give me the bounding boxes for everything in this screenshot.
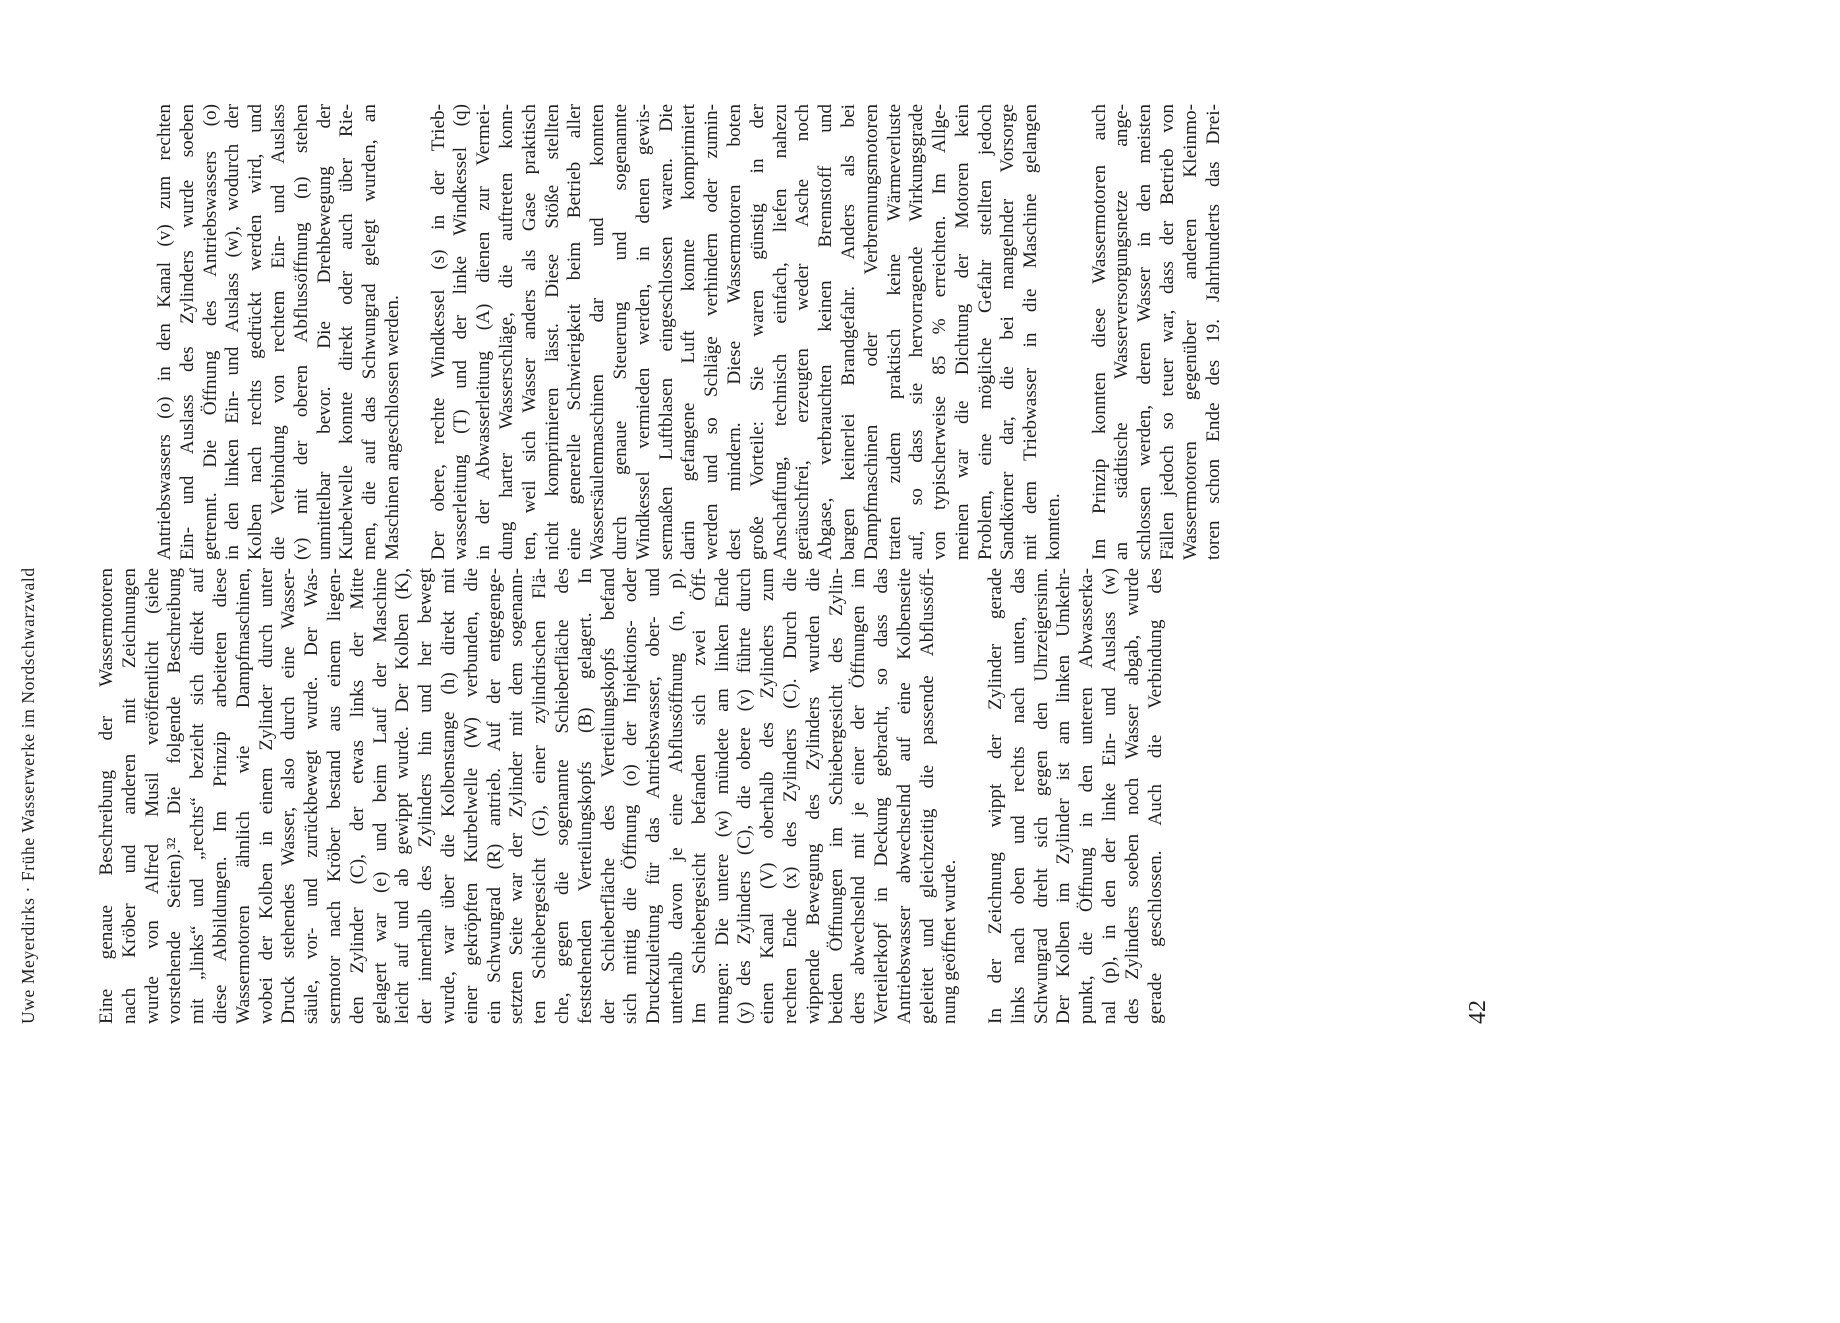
text-line: punkt, die Öffnung in den unteren Abwasserka- [1076, 568, 1098, 1024]
text-line: große Vorteile: Sie waren günstig in der [746, 104, 768, 560]
text-line: Im Prinzip konnten diese Wassermotoren auch [1088, 104, 1110, 560]
text-line: die Verbindung von rechtem Ein- und Auslass [267, 104, 289, 560]
text-line: Anschaffung, technisch einfach, liefen nahezu [769, 104, 791, 560]
running-head: Uwe Meyerdirks · Frühe Wasserwerke im Nordschwarzwald [18, 567, 38, 1024]
text-line: Druck stehendes Wasser, also durch eine Wasser- [278, 568, 300, 1024]
text-line: diese Abbildungen. Im Prinzip arbeiteten diese [209, 568, 231, 1024]
text-line: In der Zeichnung wippt der Zylinder gerade [985, 568, 1007, 1024]
text-line: (v) mit der oberen Abflussöffnung (n) stehen [290, 104, 312, 560]
text-line: Problem, eine mögliche Gefahr stellten jedoch [974, 104, 996, 560]
text-line: Antriebswassers (o) in den Kanal (v) zum rechten [154, 104, 175, 560]
text-line: vorstehende Seiten).³² Die folgende Beschreibung [164, 568, 186, 1024]
text-line: Schwungrad dreht sich gegen den Uhrzeigersinn. [1030, 568, 1052, 1024]
text-line: unmittelbar bevor. Die Drehbewegung der [313, 104, 335, 560]
text-line: Antriebswasser abwechselnd auf eine Kolbenseite [893, 568, 915, 1024]
text-line: gerade geschlossen. Auch die Verbindung des [1144, 568, 1166, 1024]
text-line: in der Abwasserleitung (A) dienen zur Vermei- [473, 104, 495, 560]
text-line: von typischerweise 85 % erreichten. Im Allge- [929, 104, 951, 560]
text-line: nicht komprimieren lässt. Diese Stöße stellten [541, 104, 563, 560]
text-line: toren schon Ende des 19. Jahrhunderts das Drei- [1202, 104, 1224, 560]
text-line: Eine genaue Beschreibung der Wassermotoren [96, 568, 117, 1024]
text-line: ten, weil sich Wasser anders als Gase praktisch [518, 104, 540, 560]
text-line: sich mittig die Öffnung (o) der Injektions- oder [620, 568, 642, 1024]
text-line: den Zylinder (C), der etwas links der Mitte [346, 568, 368, 1024]
paragraph [154, 104, 405, 560]
text-line: Abgase, verbrauchten keinen Brennstoff und [815, 104, 837, 560]
text-line: unterhalb davon je eine Abflussöffnung (n, p). [665, 568, 687, 1024]
text-line: rechten Ende (x) des Zylinders (C). Durch die [779, 568, 801, 1024]
text-line: dest mindern. Diese Wassermotoren boten [723, 104, 745, 560]
text-line: men, die auf das Schwungrad gelegt wurden, an [359, 104, 381, 560]
text-line: bargen keinerlei Brandgefahr. Anders als bei [837, 104, 859, 560]
text-line: wasserleitung (T) und der linke Windkessel (q) [450, 104, 472, 560]
text-line: Maschinen angeschlossen werden. [381, 295, 403, 560]
paragraph-gap [962, 568, 985, 1024]
paragraph-gap [405, 104, 428, 560]
text-line: mit dem Triebwasser in die Maschine gelangen [1020, 104, 1042, 560]
text-line: schlossen werden, deren Wasser in den meisten [1134, 104, 1156, 560]
text-line: konnten. [1043, 493, 1065, 560]
text-line: links nach oben und rechts nach unten, das [1007, 568, 1029, 1024]
text-line: des Zylinders soeben noch Wasser abgab, wurde [1121, 568, 1143, 1024]
text-line: Im Schiebergesicht befanden sich zwei Öff- [688, 568, 710, 1024]
text-line: wippende Bewegung des Zylinders wurden die [802, 568, 824, 1024]
paragraph-gap [1066, 104, 1089, 560]
text-line: nach Kröber und anderen mit Zeichnungen [118, 568, 140, 1024]
text-column-right [154, 104, 1225, 560]
text-column-left [96, 568, 1167, 1024]
text-line: einen Kanal (V) oberhalb des Zylinders zum [757, 568, 779, 1024]
text-line: meinen war die Dichtung der Motoren kein [951, 104, 973, 560]
text-line: geleitet und gleichzeitig die passende Abflussöff- [916, 568, 938, 1024]
text-line: Dampfmaschinen oder Verbrennungsmotoren [860, 104, 882, 560]
text-line: Kolben nach rechts gedrückt werden wird, und [245, 104, 267, 560]
text-line: ein Schwungrad (R) antrieb. Auf der entgegenge- [483, 568, 505, 1024]
text-line: Sandkörner dar, die bei mangelnder Vorsorge [997, 104, 1019, 560]
text-line: säule, vor- und zurückbewegt wurde. Der Was- [301, 568, 323, 1024]
text-line: nal (p), in den der linke Ein- und Auslass (w) [1099, 568, 1121, 1024]
text-line: nung geöffnet wurde. [939, 859, 961, 1024]
paragraph [1089, 104, 1226, 560]
text-line: der innerhalb des Zylinders hin und her bewegt [415, 568, 437, 1024]
text-line: wobei der Kolben in einem Zylinder durch unter [255, 568, 277, 1024]
text-line: ders abwechselnd mit je einer der Öffnungen im [848, 568, 870, 1024]
text-line: traten zudem praktisch keine Wärmeverluste [883, 104, 905, 560]
text-line: che, gegen die sogenannte Schieberfläche des [551, 568, 573, 1024]
text-line: durch genaue Steuerung und sogenannte [609, 104, 631, 560]
paragraph [96, 568, 962, 1024]
text-line: einer gekröpften Kurbelwelle (W) verbunden, die [460, 568, 482, 1024]
text-line: Wassermotoren gegenüber anderen Kleinmo- [1179, 104, 1201, 560]
text-line: gelagert war (e) und beim Lauf der Maschine [369, 568, 391, 1024]
text-line: eine generelle Schwierigkeit beim Betrieb aller [564, 104, 586, 560]
paragraph [428, 104, 1066, 560]
text-line: wurde, war über die Kolbenstange (h) direkt mit [437, 568, 459, 1024]
text-line: Fällen jedoch so teuer war, dass der Betrieb von [1157, 104, 1179, 560]
text-line: setzten Seite war der Zylinder mit dem sogenann- [506, 568, 528, 1024]
text-line: Ein- und Auslass des Zylinders wurde soeben [176, 104, 198, 560]
text-line: Druckzuleitung für das Antriebswasser, ober- und [643, 568, 665, 1024]
text-line: wurde von Alfred Musil veröffentlicht (siehe [141, 568, 163, 1024]
text-line: getrennt. Die Öffnung des Antriebswassers (o) [199, 104, 221, 560]
text-line: der Schieberfläche des Verteilungskopfs befand [597, 568, 619, 1024]
text-line: Der obere, rechte Windkessel (s) in der Trieb- [427, 104, 449, 560]
text-line: nungen: Die untere (w) mündete am linken Ende [711, 568, 733, 1024]
text-line: Wassermotoren ähnlich wie Dampfmaschinen, [232, 568, 254, 1024]
text-line: ten Schiebergesicht (G), einer zylindrischen Flä- [529, 568, 551, 1024]
text-line: Der Kolben im Zylinder ist am linken Umkehr- [1053, 568, 1075, 1024]
text-line: werden und so Schläge verhindern oder zumin- [701, 104, 723, 560]
page-number: 42 [1465, 1000, 1491, 1024]
text-line: (y) des Zylinders (C), die obere (v) führte durch [734, 568, 756, 1024]
text-line: beiden Öffnungen im Schiebergesicht des Zylin- [825, 568, 847, 1024]
text-line: Verteilerkopf in Deckung gebracht, so dass das [871, 568, 893, 1024]
text-line: leicht auf und ab gewippt wurde. Der Kolben (K), [392, 568, 414, 1024]
text-line: geräuschfrei, erzeugten weder Asche noch [792, 104, 814, 560]
paragraph [985, 568, 1167, 1024]
text-line: dung harter Wasserschläge, die auftreten konn- [495, 104, 517, 560]
text-line: Wassersäulenmaschinen dar und konnten [587, 104, 609, 560]
text-line: sermotor nach Kröber bestand aus einem liegen- [323, 568, 345, 1024]
text-line: Kurbelwelle konnte direkt oder auch über Rie- [336, 104, 358, 560]
text-line: mit „links“ und „rechts“ bezieht sich direkt auf [187, 568, 209, 1024]
text-line: feststehenden Verteilungskopfs (B) gelagert. In [574, 568, 596, 1024]
text-line: darin gefangene Luft konnte komprimiert [678, 104, 700, 560]
text-line: auf, so dass sie hervorragende Wirkungsgrade [906, 104, 928, 560]
text-line: sermaßen Luftblasen eingeschlossen waren. Die [655, 104, 677, 560]
text-line: an städtische Wasserversorgungsnetze ange- [1111, 104, 1133, 560]
text-line: in den linken Ein- und Auslass (w), wodurch der [222, 104, 244, 560]
text-line: Windkessel vermieden werden, in denen gewis- [632, 104, 654, 560]
